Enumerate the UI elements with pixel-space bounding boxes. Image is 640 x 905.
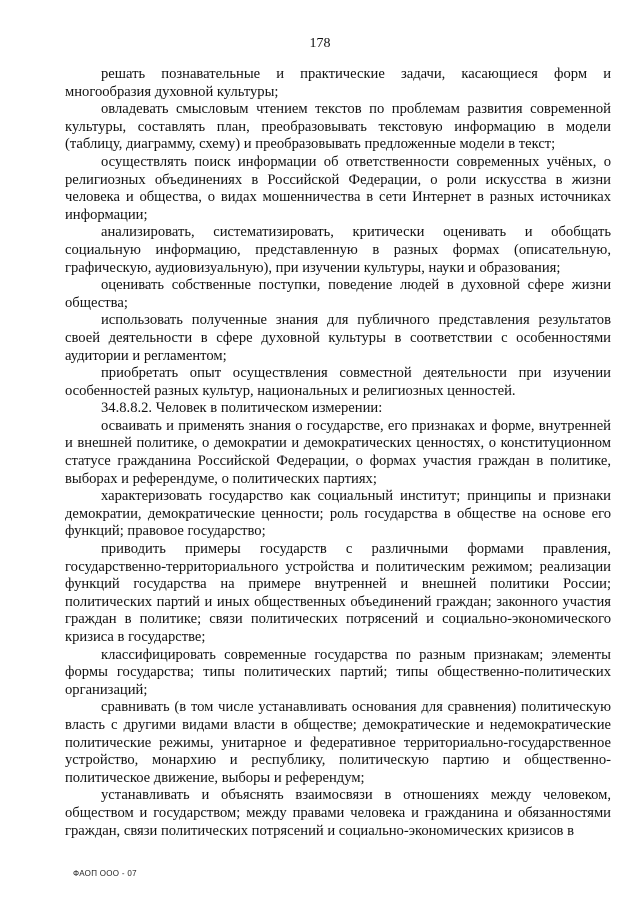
paragraph: характеризовать государство как социальный институт; принципы и признаки демократии, демократические ценности; роль государства в обществе на основе его функций; правовое государство; [65,488,611,540]
paragraph: осуществлять поиск информации об ответственности современных учёных, о религиозных объединениях в Российской Федерации, о роли искусства в жизни человека и общества, о видах мошенничества в сети Интернет в разных источниках информации; [65,153,611,223]
document-footer: ФАОП ООО - 07 [73,869,137,878]
paragraph: решать познавательные и практические задачи, касающиеся форм и многообразия духовной культуры; [65,66,611,100]
paragraph: анализировать, систематизировать, критически оценивать и обобщать социальную информацию, представленную в разных формах (описательную, графическую, аудиовизуальную), при изучении культуры, науки и образования; [65,224,611,276]
paragraph: осваивать и применять знания о государстве, его признаках и форме, внутренней и внешней политике, о демократии и демократических ценностях, о конституционном статусе гражданина Российской Федерации, о формах участия граждан в политике, выборах и референдуме, о политических партиях; [65,417,611,487]
section-heading: 34.8.8.2. Человек в политическом измерении: [101,400,383,417]
document-body [65,66,611,840]
page-number: 178 [309,36,331,51]
paragraph: сравнивать (в том числе устанавливать основания для сравнения) политическую власть с другими видами власти в обществе; демократические и недемократические политические режимы, унитарное и федеративное территориально-государственное устройство, монархию и республику, политическую партию и общественно-политическое движение, выборы и референдум; [65,699,611,786]
paragraph: устанавливать и объяснять взаимосвязи в отношениях между человеком, обществом и государством; между правами человека и гражданина и обязанностями граждан, связи политических потрясений и социально-экономических кризисов в [65,787,611,839]
paragraph: приобретать опыт осуществления совместной деятельности при изучении особенностей разных культур, национальных и религиозных ценностей. [65,365,611,399]
paragraph: использовать полученные знания для публичного представления результатов своей деятельности в сфере духовной культуры в соответствии с особенностями аудитории и регламентом; [65,312,611,364]
paragraph: оценивать собственные поступки, поведение людей в духовной сфере жизни общества; [65,277,611,311]
paragraph: классифицировать современные государства по разным признакам; элементы формы государства; типы политических партий; типы общественно-политических организаций; [65,646,611,698]
paragraph: овладевать смысловым чтением текстов по проблемам развития современной культуры, составлять план, преобразовывать текстовую информацию в модели (таблицу, диаграмму, схему) и преобразовывать предложенные модели в текст; [65,101,611,153]
paragraph: приводить примеры государств с различными формами правления, государственно-территориального устройства и политическим режимом; реализации функций государства на примере внутренней и внешней политики России; политических партий и иных общественных объединений граждан; законного участия граждан в политике; связи политических потрясений и социально-экономического кризиса в государстве; [65,541,611,645]
